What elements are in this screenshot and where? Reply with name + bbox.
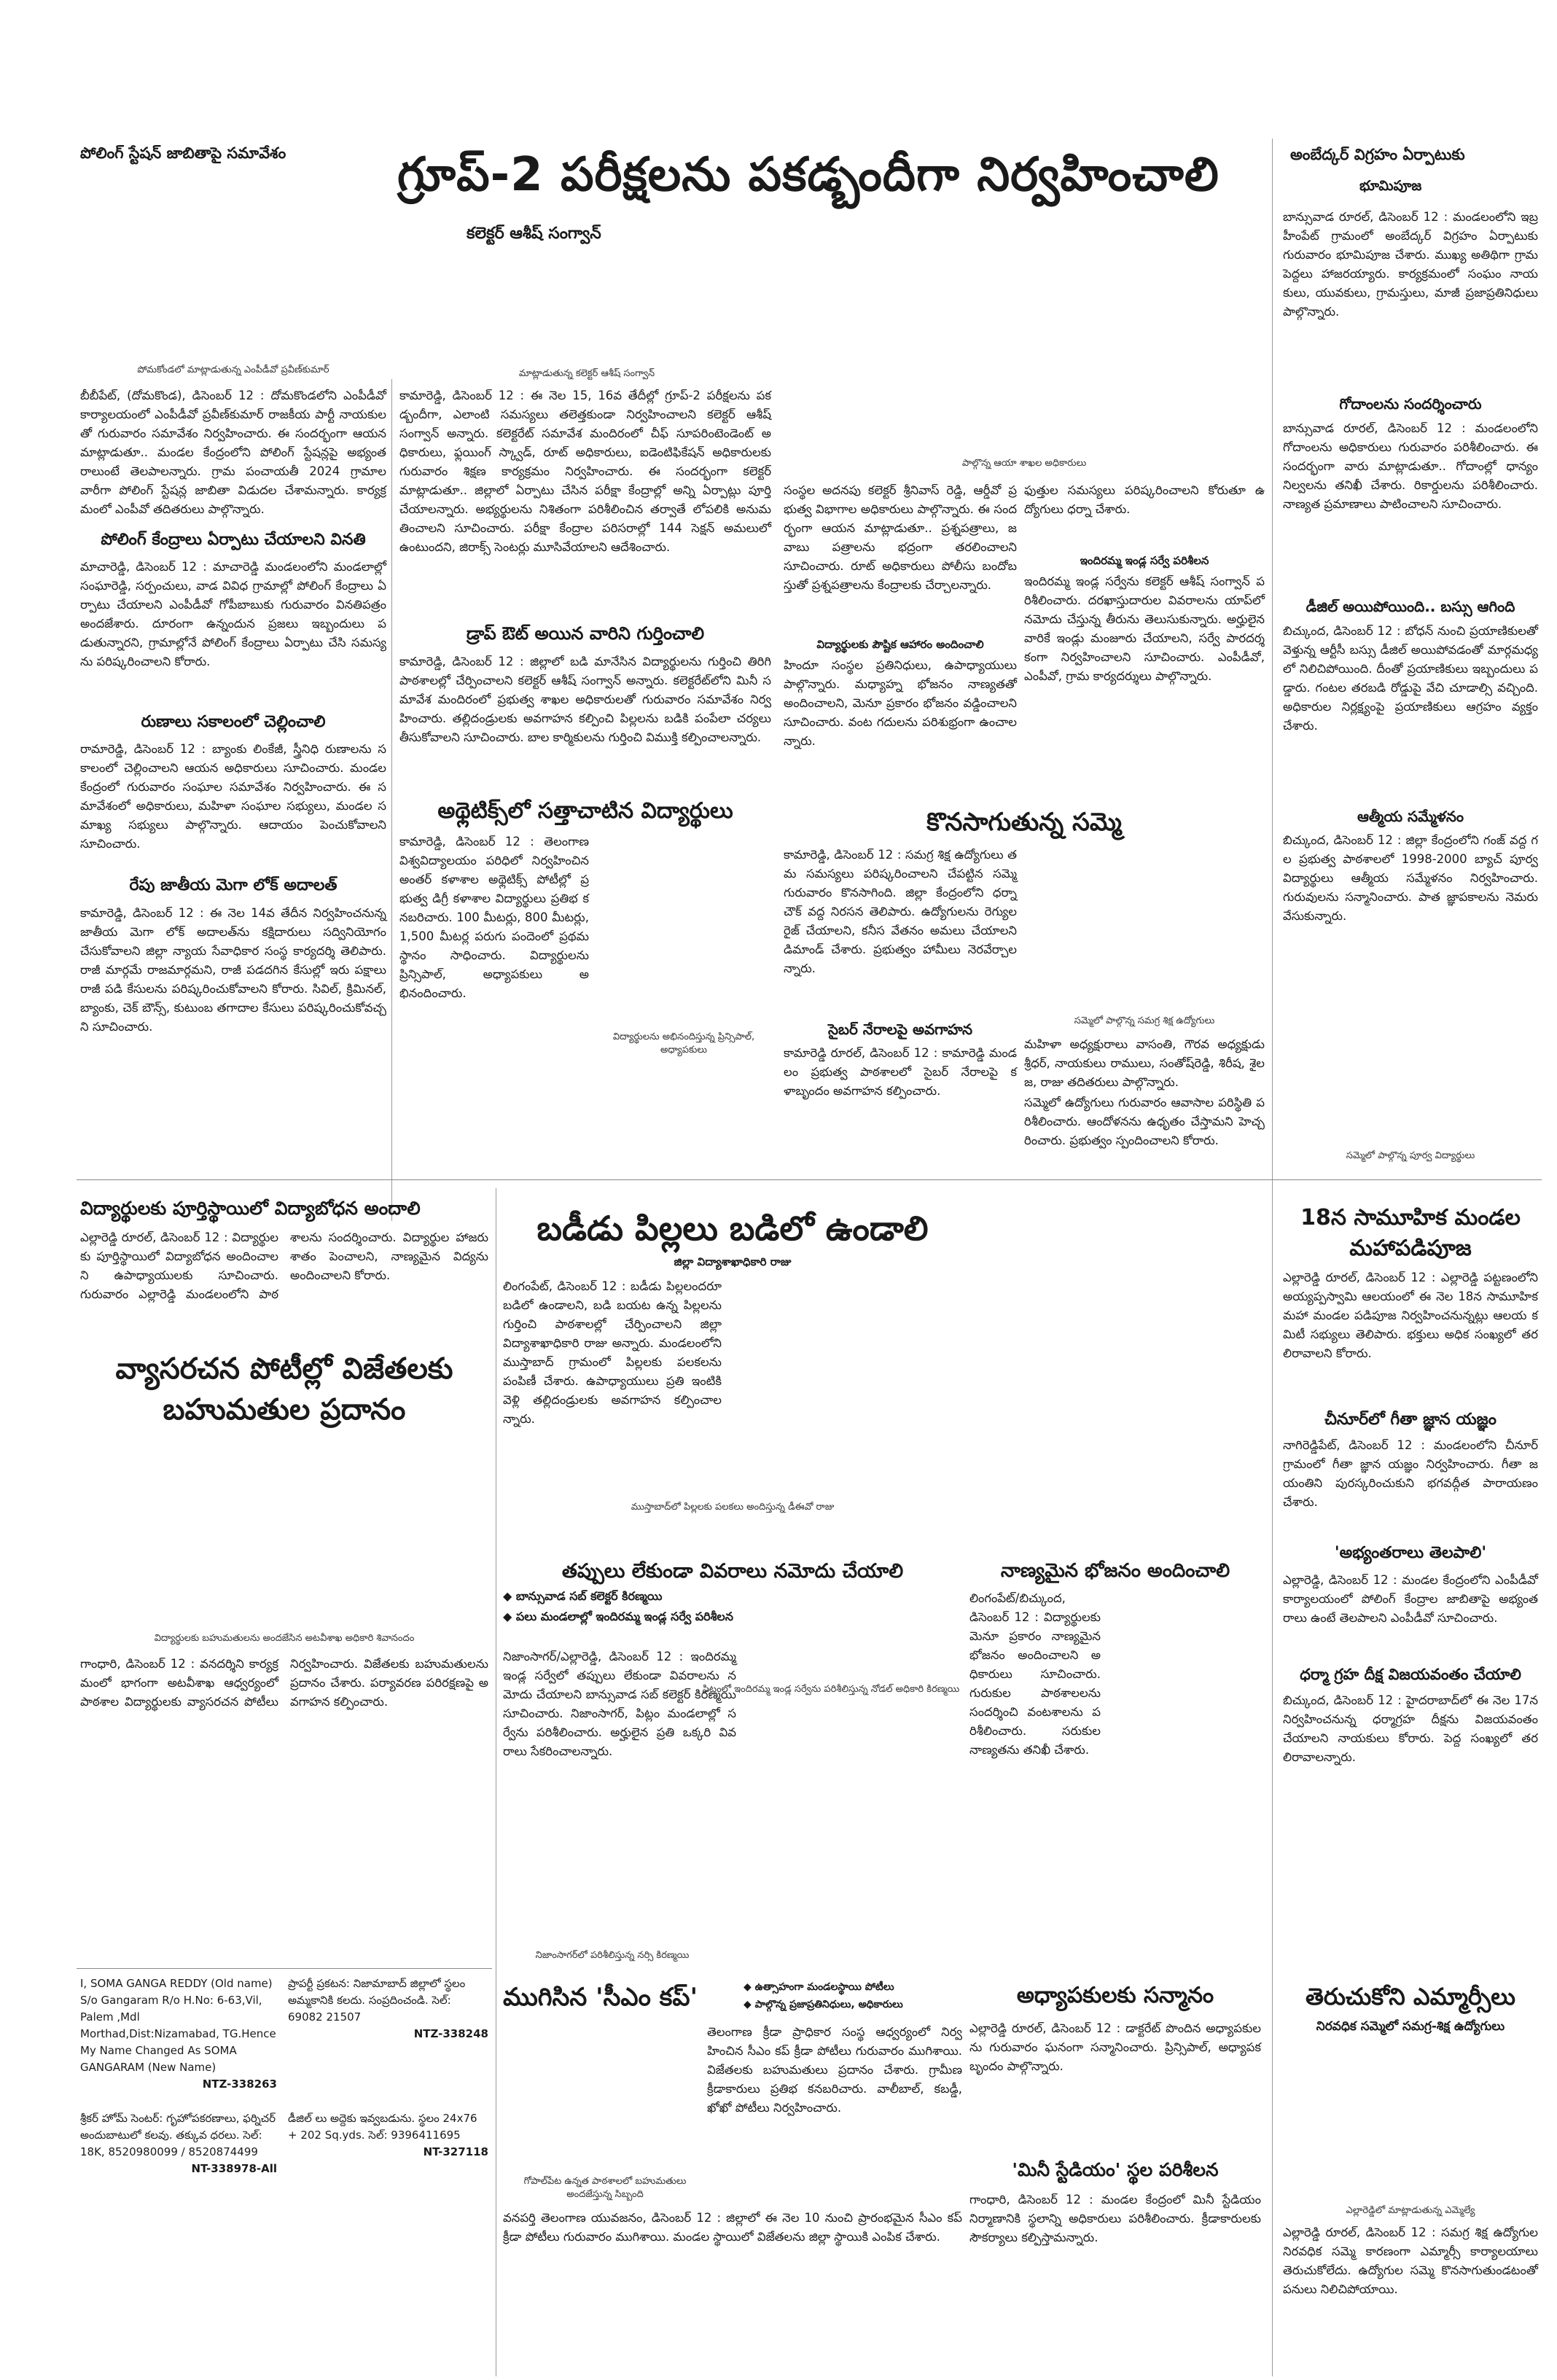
caption-nizamsagar: నిజాంసాగర్‌లో పరిశీలిస్తున్న నర్సి కిరణ్మయి (535, 1950, 690, 1961)
classified-2-code: NTZ-338248 (413, 2027, 488, 2040)
right-article-2: బాన్సువాడ రూరల్, డిసెంబర్ 12 : మండలంలోని గోదాంలను అధికారులు గురువారం పరిశీలించారు. ఈ సందర్భంగా వారు మాట్లాడుతూ.. గోదాంల్లో ధాన్యం నిల్వలను తనిఖీ చేశారు. రికార్డులను పరిశీలించారు. నాణ్యత ప్రమాణాలు పాటించాలని సూచించారు. (1283, 421, 1538, 511)
classified-4: డీజిల్ లు అద్దెకు ఇవ్వబడును. స్థలం 24x76 + 202 Sq.yds. సెల్: 9396411695 NT-327118 (288, 2110, 488, 2161)
left-article-3: రామారెడ్డి, డిసెంబర్ 12 : బ్యాంకు లింకేజీ, స్త్రీనిధి రుణాలను సకాలంలో చెల్లించాలని ఆయన అధికారులు సూచించారు. మండల కేంద్రంలో గురువారం సంఘాల సమావేశం నిర్వహించారు. ఈ సమావేశంలో అధికారులు, మహిళా సంఘాల సభ్యులు, మండల సమాఖ్య సభ్యులు పాల్గొన్నారు. ఆదాయం పెంచుకోవాలని సూచించారు. (80, 742, 386, 851)
teacher-headline: అధ్యాపకులకు సన్మానం (1016, 1983, 1214, 2008)
right-subhead: భూమిపూజ (1359, 178, 1422, 194)
classified-3-code: NT-338978-All (191, 2162, 277, 2175)
photo-officials (784, 255, 1265, 452)
col2-headline-dropout: డ్రాప్ ఔట్ అయిన వారిని గుర్తించాలి (466, 623, 705, 644)
stadium-headline: 'మినీ స్టేడియం' స్థల పరిశీలన (1012, 2159, 1219, 2180)
col2-article-2: కామారెడ్డి, డిసెంబర్ 12 : జిల్లాలో బడి మానేసిన విద్యార్థులను గుర్తించి తిరిగి పాఠశాలల్లో చేర్పించాలని కలెక్టర్ ఆశీష్ సంగ్వాన్ అన్నారు. కలెక్టరేట్‌లోని మినీ సమావేశ మందిరంలో ప్రభుత్వ శాఖల అధికారులతో గురువారం సమావేశం నిర్వహించారు. తల్లిదండ్రులకు అవగాహన కల్పించి పిల్లలను బడికి పంపేలా చర్యలు తీసుకోవాలని సూచించారు. బాల కార్మికులను గుర్తించి విముక్తి కల్పించాలన్నారు. (399, 655, 771, 744)
col4-article-2: ఇందిరమ్మ ఇండ్ల సర్వేను కలెక్టర్ ఆశీష్ సంగ్వాన్ పరిశీలించారు. దరఖాస్తుదారుల వివరాలను యాప్‌లో నమోదు చేస్తున్న తీరును తెలుసుకున్నారు. అర్హులైన వారికే ఇండ్లు మంజూరు చేయాలని, సర్వే పారదర్శకంగా నిర్వహించాలని సూచించారు. ఎంపీడీవో, ఎంపీవో, గ్రామ కార్యదర్శులు పాల్గొన్నారు. (1024, 574, 1265, 683)
lower-left-article: ఎల్లారెడ్డి రూరల్, డిసెంబర్ 12 : విద్యార్థులకు పూర్తిస్థాయిలో విద్యాబోధన అందించాలని ఉపాధ్యాయులకు సూచించారు. గురువారం ఎల్లారెడ్డి మండలంలోని పాఠశాలను సందర్శించారు. విద్యార్థుల హాజరు శాతం పెంచాలని, నాణ్యమైన విద్యను అందించాలని కోరారు. (80, 1230, 488, 1301)
puja-headline: 18న సామూహిక మండల మహాపడిపూజ (1300, 1205, 1521, 1261)
right-headline-4: ఆత్మీయ సమ్మేళనం (1357, 808, 1464, 825)
col3-headline-strike: కొనసాగుతున్న సమ్మె (926, 808, 1122, 837)
cmcup-bottom-article: వనపర్తి తెలంగాణ యువజనం, డిసెంబర్ 12 : జిల్లాలో ఈ నెల 10 నుంచి ప్రారంభమైన సీఎం కప్ క్రీడా పోటీలు గురువారం ముగిశాయి. మండల స్థాయిలో విజేతలను జిల్లా స్థాయికి ఎంపిక చేశారు. (503, 2211, 962, 2244)
errors-bullet-2: ◆ పలు మండలాల్లో ఇందిరమ్మ ఇండ్ల సర్వే పరిశీలన (503, 1610, 733, 1623)
left-headline-3: రుణాలు సకాలంలో చెల్లించాలి (141, 713, 326, 731)
center-article: లింగంపేట్, డిసెంబర్ 12 : బడీడు పిల్లలందరూ బడిలో ఉండాలని, బడి బయట ఉన్న పిల్లలను గుర్తించి పాఠశాలల్లో చేర్పించాలని జిల్లా విద్యాశాఖాధికారి రాజు అన్నారు. మండలంలోని ముస్తాబాద్ గ్రామంలో పిల్లలకు పలకలను పంపిణీ చేశారు. ఉపాధ్యాయులు ప్రతి ఇంటికి వెళ్లి తల్లిదండ్రులకు అవగాహన కల్పించాలన్నారు. (503, 1279, 722, 1426)
caption-essay: విద్యార్థులకు బహుమతులను అందజేసిన అటవీశాఖ అధికారి శివానందం (154, 1633, 415, 1644)
cmcup-article: తెలంగాణ క్రీడా ప్రాధికార సంస్థ ఆధ్వర్యంలో నిర్వహించిన సీఎం కప్ క్రీడా పోటీలు గురువారం ముగిశాయి. విజేతలకు బహుమతులు ప్రదానం చేశారు. గ్రామీణ క్రీడాకారులు ప్రతిభ కనబరిచారు. వాలీబాల్, కబడ్డీ, ఖోఖో పోటీలు నిర్వహించారు. (707, 2025, 962, 2115)
col2-headline-athletics: అథ్లెటిక్స్‌లో సత్తాచాటిన విద్యార్థులు (437, 798, 733, 824)
photo-alumni (1283, 1042, 1538, 1144)
col3-article-2: హిందూ సంస్థల ప్రతినిధులు, ఉపాధ్యాయులు పాల్గొన్నారు. మధ్యాహ్న భోజనం నాణ్యతతో అందించాలని, మెనూ ప్రకారం భోజనం వడ్డించాలని సూచించారు. వంట గదులను పరిశుభ్రంగా ఉంచాలన్నారు. (784, 658, 1017, 748)
caption-polling: పోమకోండలో మాట్లాడుతున్న ఎంపీడీవో ప్రవీణ్‌కుమార్ (137, 364, 329, 375)
dharna-headline: ధర్మా గ్రహ దీక్ష విజయవంతం చేయాలి (1300, 1666, 1521, 1683)
food-article: లింగంపేట్/బిచ్కుంద, డిసెంబర్ 12 : విద్యార్థులకు మెనూ ప్రకారం నాణ్యమైన భోజనం అందించాలని అధికారులు సూచించారు. గురుకుల పాఠశాలలను సందర్శించి వంటశాలను పరిశీలించారు. సరుకుల నాణ్యతను తనిఖీ చేశారు. (969, 1591, 1101, 1757)
photo-nizamsagar (503, 1779, 722, 1946)
center-subheadline: జిల్లా విద్యాశాఖాధికారి రాజు (674, 1255, 792, 1268)
caption-alumni: సమ్మెలో పాల్గొన్న పూర్వ విద్యార్థులు (1346, 1150, 1475, 1161)
essay-article: గాంధారి, డిసెంబర్ 12 : వనదర్శిని కార్యక్రమంలో భాగంగా అటవీశాఖ ఆధ్వర్యంలో పాఠశాల విద్యార్థులకు వ్యాసరచన పోటీలు నిర్వహించారు. విజేతలకు బహుమతులను ప్రదానం చేశారు. పర్యావరణ పరిరక్షణపై అవగాహన కల్పించారు. (80, 1657, 488, 1709)
center-headline: బడీడు పిల్లలు బడిలో ఉండాలి (536, 1209, 929, 1248)
puja-article: ఎల్లారెడ్డి రూరల్, డిసెంబర్ 12 : ఎల్లారెడ్డి పట్టణంలోని అయ్యప్పస్వామి ఆలయంలో ఈ నెల 18న సామూహిక మహా మండల పడిపూజ నిర్వహించనున్నట్లు ఆలయ కమిటీ సభ్యులు తెలిపారు. భక్తులు అధిక సంఖ్యలో తరలిరావాలని కోరారు. (1283, 1271, 1538, 1360)
photo-polling-meeting (80, 182, 386, 357)
food-headline: నాణ్యమైన భోజనం అందించాలి (1000, 1560, 1230, 1582)
photo-pitlam (740, 1713, 962, 1895)
cmcup-headline: ముగిసిన 'సీఎం కప్' (503, 1983, 698, 2012)
cmcup-bullet-2: ◆ పాల్గొన్న ప్రజాప్రతినిధులు, అధికారులు (744, 1999, 903, 2010)
col2-article-3: కామారెడ్డి, డిసెంబర్ 12 : తెలంగాణ విశ్వవిద్యాలయం పరిధిలో నిర్వహించిన అంతర్ కళాశాల అథ్లెటిక్స్ పోటీల్లో ప్రభుత్వ డిగ్రీ కళాశాల విద్యార్థులు ప్రతిభ కనబరిచారు. 100 మీటర్లు, 800 మీటర్లు, 1,500 మీటర్ల పరుగు పందెంలో ప్రథమ స్థానం సాధించారు. విద్యార్థులను ప్రిన్సిపాల్, అధ్యాపకులు అభినందించారు. (399, 835, 589, 1000)
main-subheadline: కలెక్టర్ ఆశీష్ సంగ్వాన్ (467, 225, 601, 243)
left-headline-4: రేపు జాతీయ మెగా లోక్ అదాలత్ (129, 876, 337, 894)
col4-headline-indiramma: ఇందిరమ్మ ఇండ్ల సర్వే పరిశీలన (1080, 554, 1209, 567)
right-headline-2: గోదాంలను సందర్శించారు (1339, 395, 1482, 413)
errors-headline: తప్పులు లేకుండా వివరాలు నమోదు చేయాలి (561, 1560, 904, 1583)
errors-article: నిజాంసాగర్/ఎల్లారెడ్డి, డిసెంబర్ 12 : ఇందిరమ్మ ఇండ్ల సర్వేలో తప్పులు లేకుండా వివరాలను నమోదు చేయాలని బాన్సువాడ సబ్ కలెక్టర్ కిరణ్మయి సూచించారు. నిజాంసాగర్, పిట్లం మండలాల్లో సర్వేను పరిశీలించారు. అర్హులైన ప్రతి ఒక్కరి వివరాలు సేకరించాలన్నారు. (503, 1650, 736, 1758)
left-article-2: మాచారెడ్డి, డిసెంబర్ 12 : మాచారెడ్డి మండలంలోని మండలాల్లో సంఘారెడ్డి, సర్పంచులు, వాడ వివిధ గ్రామాల్లో పోలింగ్ కేంద్రాలు ఏర్పాటు చేయాలని ఎంపీడీవో గోపీబాబుకు గురువారం వినతిపత్రం అందజేశారు. దూరంగా ఉన్నందున ప్రజలు ఇబ్బందులు పడుతున్నారని, గ్రామాల్లోనే పోలింగ్ కేంద్రాలు ఏర్పాటు చేసి సమస్యను పరిష్కరించాలని కోరారు. (80, 560, 386, 668)
photo-essay (80, 1447, 488, 1629)
dharna-article: బిచ్కుంద, డిసెంబర్ 12 : హైదరాబాద్‌లో ఈ నెల 17న నిర్వహించనున్న ధర్మాగ్రహ దీక్షను విజయవంతం చేయాలని నాయకులు కోరారు. పెద్ద సంఖ్యలో తరలిరావాలన్నారు. (1283, 1693, 1538, 1764)
photo-food (1108, 1589, 1265, 1808)
photo-mrc (1283, 2041, 1538, 2201)
right-article-1: బాన్సువాడ రూరల్, డిసెంబర్ 12 : మండలంలోని ఇబ్రహీంపేట్ గ్రామంలో అంబేద్కర్ విగ్రహం ఏర్పాటుకు గురువారం భూమిపూజ చేశారు. ముఖ్య అతిథిగా గ్రామ పెద్దలు హాజరయ్యారు. కార్యక్రమంలో సంఘం నాయకులు, యువకులు, గ్రామస్తులు, మాజీ ప్రజాప్రతినిధులు పాల్గొన్నారు. (1283, 210, 1538, 319)
left-article-1: బీబీపేట్, (దోమకొండ), డిసెంబర్ 12 : దోమకొండలోని ఎంపీడీవో కార్యాలయంలో ఎంపీడీవో ప్రవీణ్‌కుమార్ రాజకీయ పార్టీ నాయకులతో గురువారం సమావేశం నిర్వహించారు. ఈ సందర్భంగా ఆయన మాట్లాడుతూ.. మండల కేంద్రంలోని పోలింగ్ స్టేషన్లపై అభ్యంతరాలుంటే తెలపాలన్నారు. గ్రామ పంచాయతీ 2024 గ్రామాల వారీగా పోలింగ్ స్టేషన్ల జాబితా విడుదల చేశామన్నారు. కార్యక్రమంలో ఎంపీవో తదితరులు పాల్గొన్నారు. (80, 389, 386, 516)
objections-article: ఎల్లారెడ్డి, డిసెంబర్ 12 : మండల కేంద్రంలోని ఎంపీడీవో కార్యాలయంలో పోలింగ్ కేంద్రాల జాబితాపై అభ్యంతరాలు ఉంటే తెలపాలని ఎంపీడీవో సూచించారు. (1283, 1573, 1538, 1625)
classified-1-code: NTZ-338263 (202, 2077, 277, 2091)
col4-article-4: సమ్మెలో ఉద్యోగులు గురువారం ఆవాసాల పరిస్థితి పరిశీలించారు. ఆందోళనను ఉధృతం చేస్తామని హెచ్చరించారు. ప్రభుత్వం స్పందించాలని కోరారు. (1024, 1096, 1265, 1147)
caption-cmcup: గోపాల్‌పేట ఉన్నత పాఠశాలలో బహుమతులు అందజేస్తున్న సిబ్బంది (523, 2176, 687, 2200)
col3-headline-cyber: సైబర్ నేరాలపై అవగాహన (827, 1021, 973, 1038)
errors-bullet-1: ◆ బాన్సువాడ సబ్ కలెక్టర్ కిరణ్మయి (503, 1589, 663, 1603)
caption-officials: పాల్గొన్న ఆయా శాఖల అధికారులు (961, 458, 1087, 469)
col4-article-3: మహిళా అధ్యక్షురాలు వాసంతి, గౌరవ అధ్యక్షుడు శ్రీధర్, నాయకులు రాములు, సంతోష్‌రెడ్డి, శిరీష, శైలజ, రాజు తదితరులు పాల్గొన్నారు. (1024, 1037, 1265, 1089)
mrc-headline: తెరుచుకోని ఎమ్మార్సీలు (1306, 1983, 1515, 2010)
photo-slates (729, 1277, 962, 1496)
right-article-3: బిచ్కుంద, డిసెంబర్ 12 : బోధన్ నుంచి ప్రయాణికులతో వెళ్తున్న ఆర్టీసీ బస్సు డీజిల్ అయిపోవడంతో మార్గమధ్యలో నిలిచిపోయింది. దీంతో ప్రయాణికులు ఇబ్బందులు పడ్డారు. గంటల తరబడి రోడ్డుపై వేచి చూడాల్సి వచ్చింది. అధికారుల నిర్లక్ష్యంపై ప్రయాణికులు ఆగ్రహం వ్యక్తం చేశారు. (1283, 624, 1538, 733)
geeta-article: నాగిరెడ్డిపేట్, డిసెంబర్ 12 : మండలంలోని చీనూర్ గ్రామంలో గీతా జ్ఞాన యజ్ఞం నిర్వహించారు. గీతా జయంతిని పురస్కరించుకుని భగవద్గీత పారాయణం చేశారు. (1283, 1438, 1538, 1509)
caption-athletics: విద్యార్థులను అభినందిస్తున్న ప్రిన్సిపాల్, అధ్యాపకులు (612, 1031, 755, 1056)
left-kicker: పోలింగ్ స్టేషన్ జాబితాపై సమావేశం (80, 144, 286, 162)
col2-article-1: కామారెడ్డి, డిసెంబర్ 12 : ఈ నెల 15, 16వ తేదీల్లో గ్రూప్-2 పరీక్షలను పకడ్బందీగా, ఎలాంటి సమస్యలు తలెత్తకుండా నిర్వహించాలని కలెక్టర్ ఆశీష్ సంగ్వాన్ అన్నారు. కలెక్టరేట్ సమావేశ మందిరంలో చీఫ్ సూపరింటెండెంట్ అధికారులు, ఫ్లయింగ్ స్క్వాడ్, రూట్ అధికారులు, ఐడెంటిఫికేషన్ అధికారులకు గురువారం శిక్షణ కార్యక్రమం నిర్వహించారు. ఈ సందర్భంగా కలెక్టర్ మాట్లాడుతూ.. జిల్లాలో ఏర్పాటు చేసిన పరీక్షా కేంద్రాల్లో అన్ని ఏర్పాట్లు పూర్తి చేయాలన్నారు. అభ్యర్థులను నిశితంగా పరిశీలించిన తర్వాతే లోపలికి అనుమతించాలని సూచించారు. పరీక్షా కేంద్రాల పరిసరాల్లో 144 సెక్షన్ అమలులో ఉంటుందని, జిరాక్స్ సెంటర్లు మూసివేయాలని ఆదేశించారు. (399, 389, 771, 554)
lower-left-headline: విద్యార్థులకు పూర్తిస్థాయిలో విద్యాబోధన అందాలి (80, 1198, 421, 1219)
col3-article-1: సంస్థల అదనపు కలెక్టర్ శ్రీనివాస్ రెడ్డి, ఆర్డీవో ప్రభుత్వ విభాగాల అధికారులు పాల్గొన్నారు. ఈ సందర్భంగా ఆయన మాట్లాడుతూ.. ప్రశ్నపత్రాలు, జవాబు పత్రాలను భద్రంగా తరలించాలని సూచించారు. రూట్ అధికారులు పోలీసు బందోబస్తుతో ప్రశ్నపత్రాలను కేంద్రాలకు చేర్చాలన్నారు. (784, 483, 1017, 592)
col4-article-1: ఫుత్తుల సమస్యలు పరిష్కరించాలని కోరుతూ ఉద్యోగులు ధర్నా చేశారు. (1024, 483, 1265, 516)
caption-strike: సమ్మెలో పాల్గొన్న సమగ్ర శిక్ష ఉద్యోగులు (1074, 1015, 1215, 1026)
photo-collector (397, 255, 776, 364)
caption-mrc: ఎల్లారెడ్డిలో మాట్లాడుతున్న ఎమ్మెల్యే (1346, 2205, 1475, 2216)
essay-headline: వ్యాసరచన పోటీల్లో విజేతలకు బహుమతుల ప్రదానం (115, 1352, 453, 1427)
objections-headline: 'అభ్యంతరాలు తెలపాలి' (1334, 1544, 1487, 1562)
classified-2: ప్రాపర్టీ ప్రకటన: నిజామాబాద్ జిల్లాలో స్థలం అమ్మకానికి కలదు. సంప్రదించండి. సెల్: 69082 21507 NTZ-338248 (288, 1975, 488, 2042)
classified-4-code: NT-327118 (423, 2145, 488, 2158)
right-article-4: బిచ్కుంద, డిసెంబర్ 12 : జిల్లా కేంద్రంలోని గంజ్ వద్ద గల ప్రభుత్వ పాఠశాలలో 1998-2000 బ్యాచ్ పూర్వ విద్యార్థులు ఆత్మీయ సమ్మేళనం నిర్వహించారు. గురువులను సన్మానించారు. పాత జ్ఞాపకాలను నెమరు వేసుకున్నారు. (1283, 833, 1538, 923)
classified-3: శ్రీకర్ హోమ్ సెంటర్: గృహోపకరణాలు, ఫర్నిచర్ అందుబాటులో కలవు. తక్కువ ధరలు. సెల్: 18K, 8520980099 / 8520874499 NT-338978-All (80, 2110, 277, 2177)
caption-collector: మాట్లాడుతున్న కలెక్టర్ ఆశీష్ సంగ్వాన్ (518, 368, 655, 379)
mrc-subheadline: నిరవధిక సమ్మెలో సమగ్ర-శిక్ష ఉద్యోగులు (1316, 2019, 1505, 2034)
mrc-article: ఎల్లారెడ్డి రూరల్, డిసెంబర్ 12 : సమగ్ర శిక్ష ఉద్యోగుల నిరవధిక సమ్మె కారణంగా ఎమ్మార్సీ కార్యాలయాలు తెరుచుకోలేదు. ఉద్యోగుల సమ్మె కొనసాగుతుండటంతో పనులు నిలిచిపోయాయి. (1283, 2225, 1538, 2296)
cmcup-bullet-1: ◆ ఉత్సాహంగా మండలస్థాయి పోటీలు (744, 1981, 894, 1993)
left-article-4: కామారెడ్డి, డిసెంబర్ 12 : ఈ నెల 14వ తేదీన నిర్వహించనున్న జాతీయ మెగా లోక్ అదాలత్‌ను కక్షిదారులు సద్వినియోగం చేసుకోవాలని జిల్లా న్యాయ సేవాధికార సంస్థ కార్యదర్శి తెలిపారు. రాజీ మార్గమే రాజమార్గమని, రాజీ పడదగిన కేసుల్లో ఇరు పక్షాలు రాజీ పడి కేసులను పరిష్కరించుకోవాలని కోరారు. సివిల్, క్రిమినల్, బ్యాంకు, చెక్ బౌన్స్, కుటుంబ తగాదాల కేసులు పరిష్కరించుకోవచ్చని సూచించారు. (80, 906, 386, 1034)
photo-athletics (596, 832, 771, 1029)
photo-strike (1024, 846, 1265, 1013)
right-headline-3: డీజిల్ అయిపోయింది.. బస్సు ఆగింది (1306, 598, 1515, 615)
classified-1: I, SOMA GANGA REDDY (Old name) S/o Gangaram R/o H.No: 6-63,Vil, Palem ,Mdl Morthad,Dist:Nizamabad, TG.Hence My Name Changed As SOMA GANGARAM (New Name) NTZ-338263 (80, 1975, 277, 2093)
teacher-article: ఎల్లారెడ్డి రూరల్, డిసెంబర్ 12 : డాక్టరేట్ పొందిన అధ్యాపకులను గురువారం ఘనంగా సన్మానించారు. ప్రిన్సిపాల్, అధ్యాపక బృందం పాల్గొన్నారు. (969, 2021, 1261, 2073)
caption-pitlam: పిట్లంలో ఇందిరమ్మ ఇండ్ల సర్వేను పరిశీలిస్తున్న నోడల్ అధికారి కిరణ్మయి (702, 1684, 960, 1695)
main-headline: గ్రూప్-2 పరీక్షలను పకడ్బందీగా నిర్వహించాలి (397, 148, 1220, 202)
col3-article-3: కామారెడ్డి, డిసెంబర్ 12 : సమగ్ర శిక్ష ఉద్యోగులు తమ సమస్యలు పరిష్కరించాలని చేపట్టిన సమ్మె గురువారం కొనసాగింది. జిల్లా కేంద్రంలోని ధర్నా చౌక్ వద్ద నిరసన తెలిపారు. ఉద్యోగులను రెగ్యులరైజ్ చేయాలని, కనీస వేతనం అమలు చేయాలని డిమాండ్ చేశారు. ప్రభుత్వం హామీలు నెరవేర్చాలన్నారు. (784, 848, 1017, 975)
col3-article-4: కామారెడ్డి రూరల్, డిసెంబర్ 12 : కామారెడ్డి మండలం ప్రభుత్వ పాఠశాలలో సైబర్ నేరాలపై కళాబృందం అవగాహన కల్పించారు. (784, 1046, 1017, 1098)
caption-slates: ముస్తాబాద్‌లో పిల్లలకు పలకలు అందిస్తున్న డీఈవో రాజు (631, 1502, 835, 1513)
col3-headline-food: విద్యార్థులకు పౌష్టిక ఆహారం అందించాలి (816, 638, 984, 651)
left-headline-2: పోలింగ్ కేంద్రాలు ఏర్పాటు చేయాలని వినతి (101, 531, 366, 549)
photo-cmcup (503, 2023, 700, 2169)
right-kicker: అంబేద్కర్ విగ్రహం ఏర్పాటుకు (1290, 146, 1465, 163)
stadium-article: గాంధారి, డిసెంబర్ 12 : మండల కేంద్రంలో మినీ స్టేడియం నిర్మాణానికి స్థలాన్ని అధికారులు పరిశీలించారు. క్రీడాకారులకు సౌకర్యాలు కల్పిస్తామన్నారు. (969, 2193, 1261, 2244)
geeta-headline: చీనూర్‌లో గీతా జ్ఞాన యజ్ఞం (1324, 1411, 1496, 1429)
